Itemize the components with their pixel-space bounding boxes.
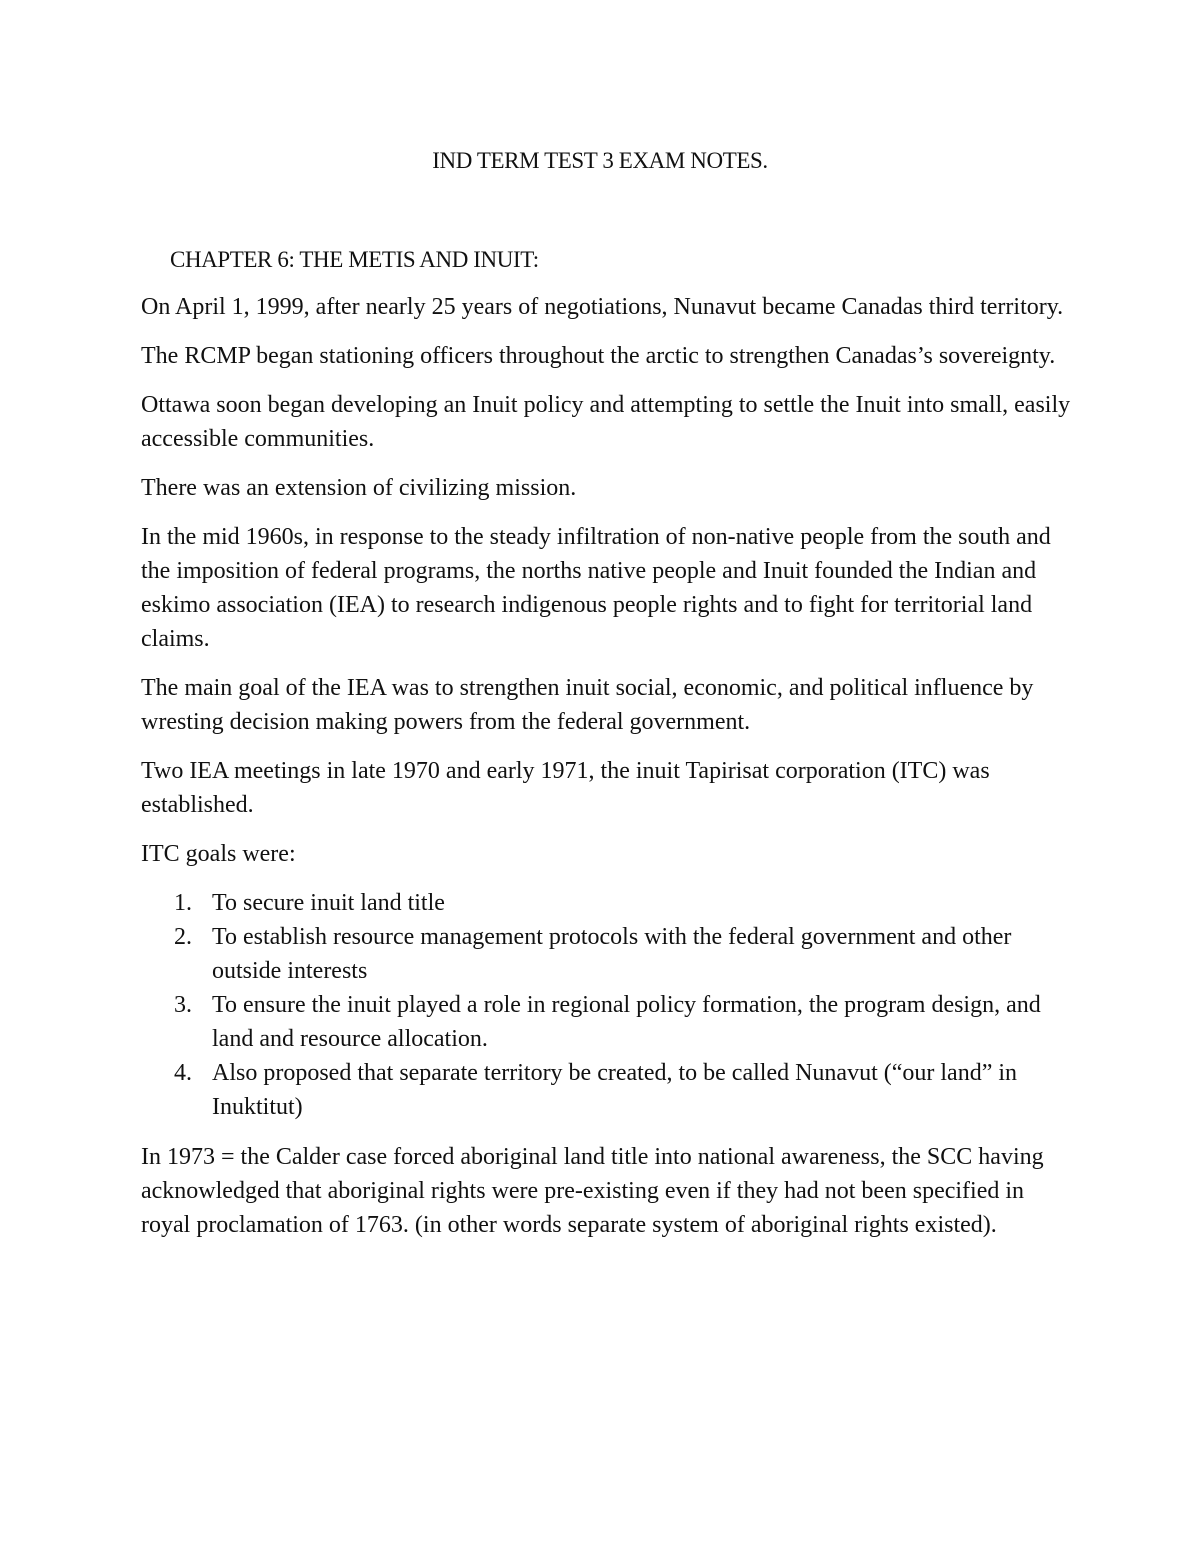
notes-body: [141, 290, 1071, 1257]
list-item-number: 2.: [174, 924, 192, 950]
paragraph-calder-case: In 1973 = the Calder case forced aboriginal land title into national awareness, the SCC having acknowledged that aboriginal rights were pre-existing even if they had not been specified in royal proclamation of 1763. (in other words separate system of aboriginal rights existed).: [141, 1144, 1044, 1238]
list-item-number: 4.: [174, 1060, 192, 1086]
page-title: IND TERM TEST 3 EXAM NOTES.: [432, 148, 768, 173]
list-item: [141, 988, 1071, 1056]
chapter-heading: CHAPTER 6: THE METIS AND INUIT:: [170, 247, 539, 272]
paragraph-itc-goals-intro: ITC goals were:: [141, 841, 296, 867]
paragraph-iea-founding: In the mid 1960s, in response to the steady infiltration of non-native people from the south and the imposition of federal programs, the norths native people and Inuit founded the Indian and eskimo association (IEA) to research indigenous people rights and to fight for territorial land claims.: [141, 524, 1051, 652]
paragraph-iea-goal: The main goal of the IEA was to strengthen inuit social, economic, and political influence by wresting decision making powers from the federal government.: [141, 675, 1034, 735]
paragraph-civilizing-mission: There was an extension of civilizing mission.: [141, 475, 577, 501]
list-item-text: Also proposed that separate territory be created, to be called Nunavut (“our land” in Inuktitut): [212, 1060, 1018, 1120]
list-item-number: 3.: [174, 992, 192, 1018]
list-item: [141, 1056, 1071, 1124]
paragraph-nunavut: On April 1, 1999, after nearly 25 years of negotiations, Nunavut became Canadas third territory.: [141, 294, 1064, 320]
list-item-text: To establish resource management protocols with the federal government and other outside interests: [212, 924, 1012, 984]
list-item-text: To secure inuit land title: [212, 890, 445, 916]
paragraph-rcmp: The RCMP began stationing officers throughout the arctic to strengthen Canadas’s sovereignty.: [141, 343, 1056, 369]
list-item: [141, 920, 1071, 988]
list-item-number: 1.: [174, 890, 192, 916]
paragraph-itc-established: Two IEA meetings in late 1970 and early 1971, the inuit Tapirisat corporation (ITC) was established.: [141, 758, 990, 818]
list-item: [141, 886, 1071, 920]
list-item-text: To ensure the inuit played a role in regional policy formation, the program design, and land and resource allocation.: [212, 992, 1041, 1052]
paragraph-inuit-policy: Ottawa soon began developing an Inuit policy and attempting to settle the Inuit into small, easily accessible communities.: [141, 392, 1071, 452]
itc-goals-list: [141, 886, 1071, 1124]
